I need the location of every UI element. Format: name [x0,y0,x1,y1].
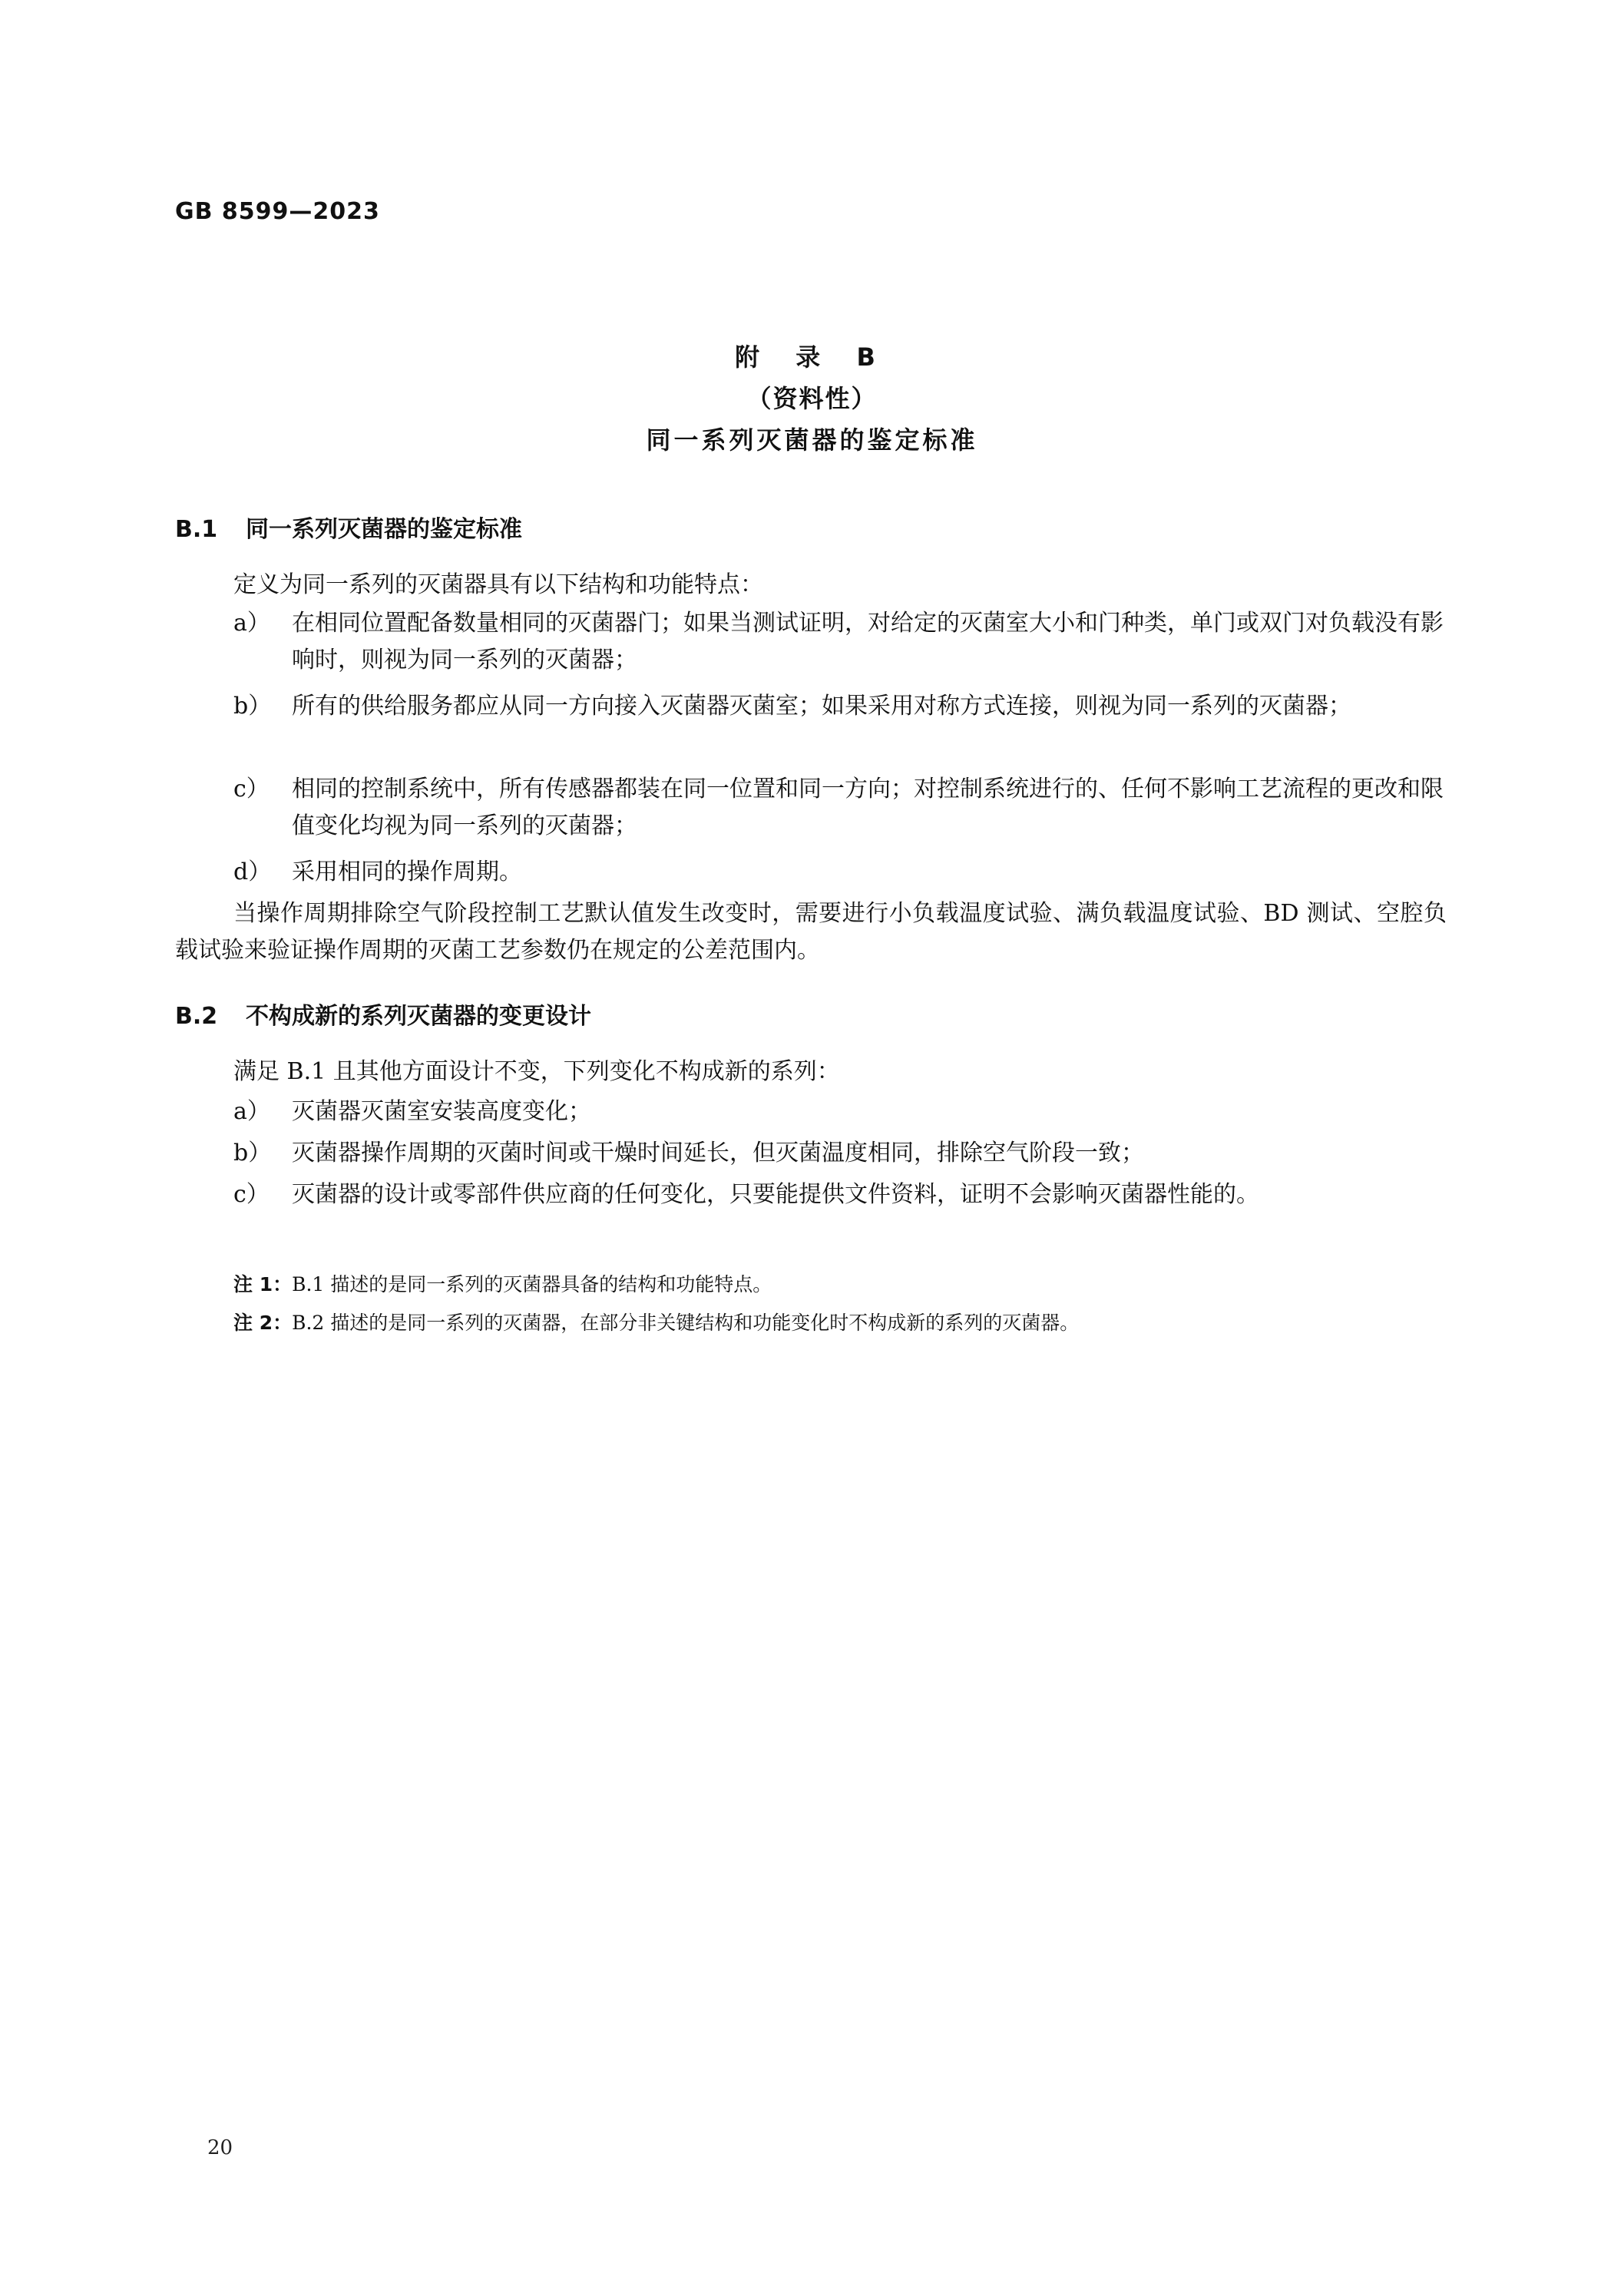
list-item [233,1135,1447,1172]
section-heading-b2 [175,997,591,1031]
list-item-text: 灭菌器的设计或零部件供应商的任何变化，只要能提供文件资料，证明不会影响灭菌器性能的。 [292,1181,1259,1208]
note-text: B.2 描述的是同一系列的灭菌器，在部分非关键结构和功能变化时不构成新的系列的灭菌器。 [292,1312,1080,1334]
list-item [233,605,1447,679]
appendix-title: 同一系列灭菌器的鉴定标准 [646,425,978,455]
section-heading-b1 [175,510,522,544]
list-item [233,854,1447,891]
section-intro: 满足 B.1 且其他方面设计不变，下列变化不构成新的系列： [233,1058,840,1085]
list-item-text: 灭菌器灭菌室安装高度变化； [292,1098,591,1125]
appendix-label: 附 录 B [735,342,889,372]
note-label: 注 2： [233,1312,293,1334]
section-number: B.2 [175,1003,218,1030]
list-item [233,1176,1447,1213]
list-item-label: a） [233,610,270,637]
note [233,1310,1079,1336]
list-item-text: 所有的供给服务都应从同一方向接入灭菌器灭菌室；如果采用对称方式连接，则视为同一系列的灭菌器； [292,693,1351,720]
list-item-text: 灭菌器操作周期的灭菌时间或干燥时间延长，但灭菌温度相同，排除空气阶段一致； [292,1140,1144,1166]
section-number: B.1 [175,516,218,543]
section-title: 不构成新的系列灭菌器的变更设计 [246,1003,591,1030]
list-item-label: c） [233,1181,270,1208]
list-item-label: b） [233,1140,272,1166]
list-item-text: 在相同位置配备数量相同的灭菌器门；如果当测试证明，对给定的灭菌室大小和门种类，单门或双门对负载没有影响时，则视为同一系列的灭菌器； [292,610,1444,673]
standard-code: GB 8599—2023 [175,198,380,225]
list-item [233,1094,1447,1130]
note [233,1272,772,1298]
list-item-label: c） [233,776,270,802]
note-text: B.1 描述的是同一系列的灭菌器具备的结构和功能特点。 [292,1273,772,1295]
section-title: 同一系列灭菌器的鉴定标准 [246,516,522,543]
page-number: 20 [207,2136,233,2159]
list-item-label: d） [233,859,272,885]
list-item-label: b） [233,693,272,720]
list-item [233,688,1447,725]
appendix-type: （资料性） [746,384,878,413]
note-label: 注 1： [233,1273,293,1295]
list-item-text: 采用相同的操作周期。 [292,859,522,885]
list-item [233,771,1447,845]
section-closing-paragraph: 当操作周期排除空气阶段控制工艺默认值发生改变时，需要进行小负载温度试验、满负载温度试验、BD 测试、空腔负载试验来验证操作周期的灭菌工艺参数仍在规定的公差范围内。 [175,900,1447,964]
section-intro: 定义为同一系列的灭菌器具有以下结构和功能特点： [233,571,763,598]
list-item-text: 相同的控制系统中，所有传感器都装在同一位置和同一方向；对控制系统进行的、任何不影响工艺流程的更改和限值变化均视为同一系列的灭菌器； [292,776,1444,839]
list-item-label: a） [233,1098,270,1125]
